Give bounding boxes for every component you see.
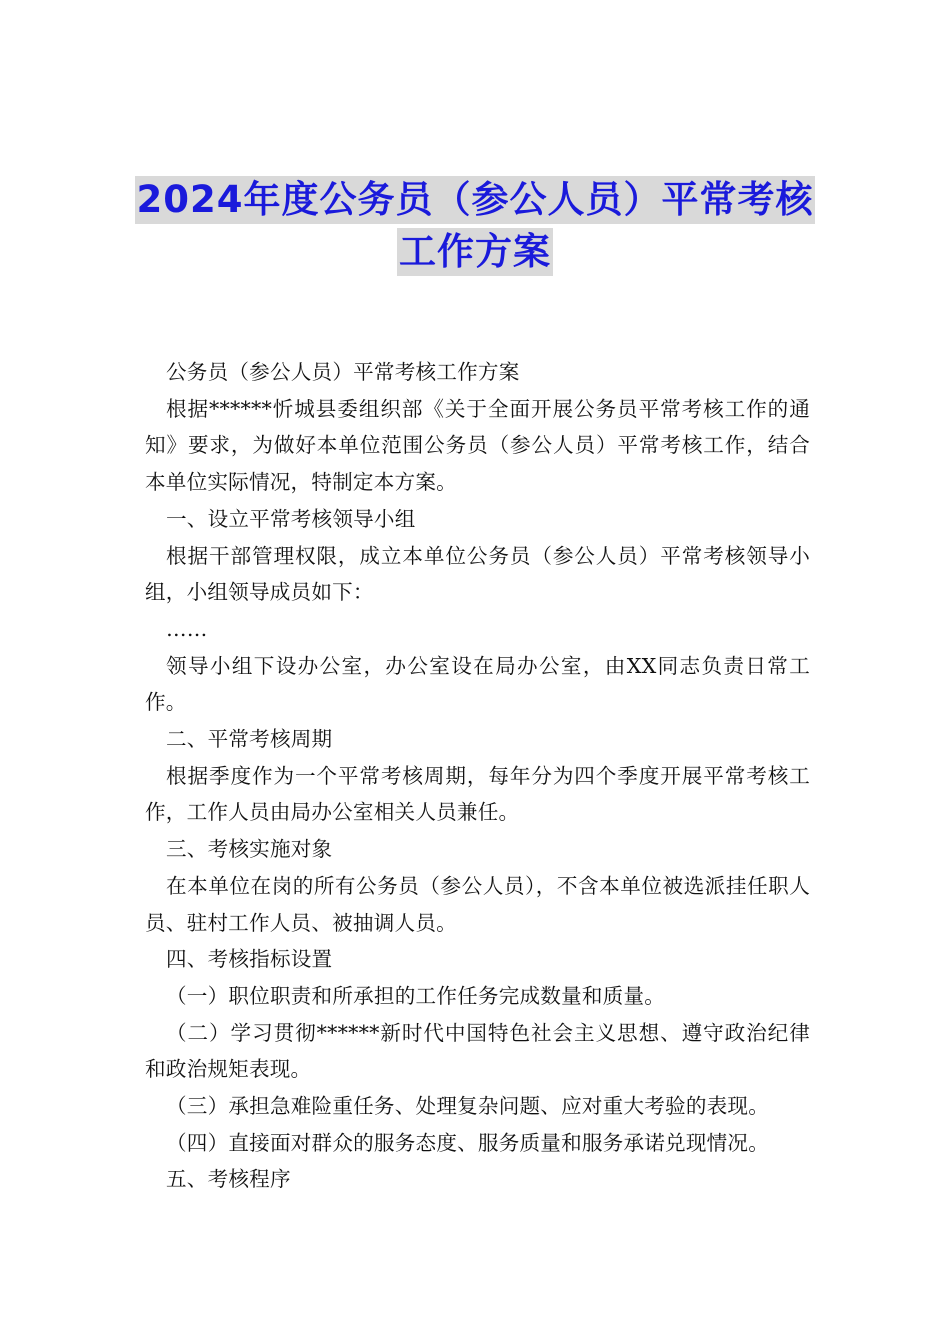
document-title [0,176,950,280]
paragraph-ellipsis: …… [166,616,208,641]
paragraph-indicator-2: （二）学习贯彻******新时代中国特色社会主义思想、遵守政治纪律和政治规矩表现。 [145,1020,810,1082]
paragraph-indicator-4: （四）直接面对群众的服务态度、服务质量和服务承诺兑现情况。 [166,1130,770,1155]
paragraph-indicator-1: （一）职位职责和所承担的工作任务完成数量和质量。 [166,983,666,1008]
title-line-1: 2024年度公务员（参公人员）平常考核 [135,176,816,224]
section-heading-1: 一、设立平常考核领导小组 [166,506,416,531]
paragraph-office: 领导小组下设办公室，办公室设在局办公室，由XX同志负责日常工作。 [145,653,810,715]
paragraph-targets: 在本单位在岗的所有公务员（参公人员），不含本单位被选派挂任职人员、驻村工作人员、被抽调人员。 [145,873,810,935]
section-heading-3: 三、考核实施对象 [166,837,333,862]
section-heading-4: 四、考核指标设置 [166,947,333,972]
paragraph-basis: 根据******忻城县委组织部《关于全面开展公务员平常考核工作的通知》要求，为做好本单位范围公务员（参公人员）平常考核工作，结合本单位实际情况，特制定本方案。 [145,396,810,495]
paragraph-indicator-3: （三）承担急难险重任务、处理复杂问题、应对重大考验的表现。 [166,1094,770,1119]
paragraph-leadership: 根据干部管理权限，成立本单位公务员（参公人员）平常考核领导小组，小组领导成员如下： [145,543,810,605]
paragraph-cycle: 根据季度作为一个平常考核周期，每年分为四个季度开展平常考核工作，工作人员由局办公室相关人员兼任。 [145,763,810,825]
section-heading-2: 二、平常考核周期 [166,727,333,752]
section-heading-5: 五、考核程序 [166,1167,291,1192]
title-line-2: 工作方案 [397,228,553,276]
document-body [145,354,810,1198]
paragraph-intro-title: 公务员（参公人员）平常考核工作方案 [166,360,520,384]
